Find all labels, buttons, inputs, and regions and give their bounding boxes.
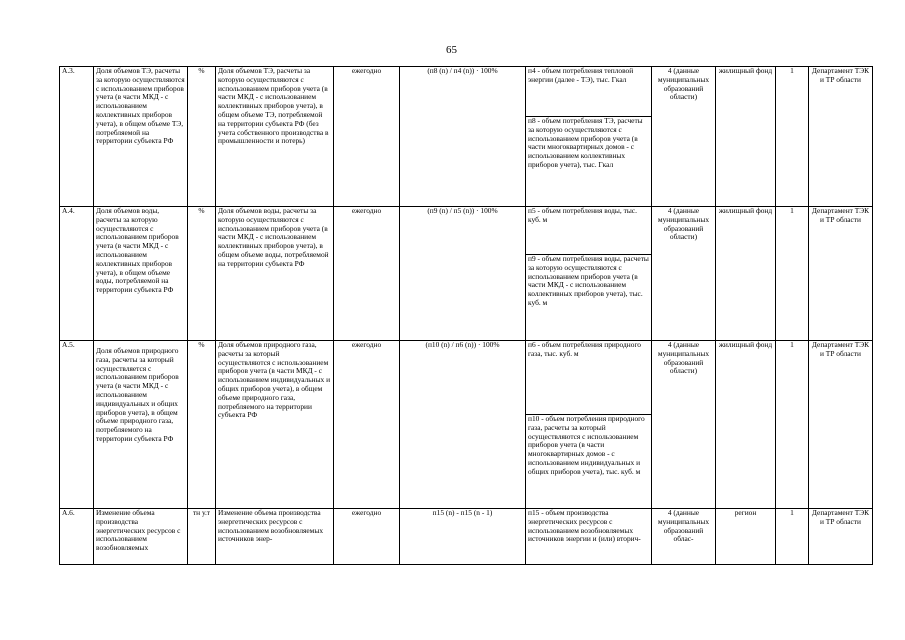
table-row: [60, 67, 873, 117]
indicator-code: А.4.: [60, 207, 94, 341]
indicator-number: 1: [776, 207, 809, 341]
indicator-formula: п15 (n) - п15 (n - 1): [400, 509, 526, 565]
indicator-level: регион: [716, 509, 776, 565]
responsible-department: Департамент ТЭК и ТР области: [809, 207, 873, 341]
formula-variable: [526, 509, 652, 565]
indicator-unit: тн у.т: [188, 509, 216, 565]
formula-variable: п8 - объем потребления ТЭ, расчеты за которую осуществляются с использованием приборов учета (в части многоквартирных домов - с использованием коллективных приборов учета), тыс. Гкал: [526, 117, 652, 207]
indicator-periodicity: ежегодно: [334, 341, 400, 509]
responsible-department: Департамент ТЭК и ТР области: [809, 509, 873, 565]
indicator-definition: [216, 509, 334, 565]
formula-variable: п9 - объем потребления воды, расчеты за которую осуществляются с использованием приборов учета (в части МКД - с использованием коллективных приборов учета), тыс. куб. м: [526, 255, 652, 341]
page-number: 65: [446, 44, 457, 56]
indicators-table: [59, 66, 873, 565]
table-row: [60, 509, 873, 565]
indicator-definition: Доля объемов природного газа, расчеты за который осуществляются с использованием приборов учета (в части МКД - с использованием индивидуальных и общих приборов учета), в общем объеме природного газа, потребляемого на территории субъекта РФ: [216, 341, 334, 509]
indicator-code: А.6.: [60, 509, 94, 565]
indicator-number: 1: [776, 509, 809, 565]
indicator-definition: Доля объемов ТЭ, расчеты за которую осуществляются с использованием приборов учета (в части МКД - с использованием коллективных приборов учета), в общем объеме ТЭ, потребляемой на территории субъекта РФ (без учета собственного производства в промышленности и потерь): [216, 67, 334, 207]
indicator-level: жилищный фонд: [716, 341, 776, 509]
indicator-unit: %: [188, 67, 216, 207]
indicator-periodicity: ежегодно: [334, 509, 400, 565]
data-source: 4 (данные муниципальных образований области): [652, 341, 716, 509]
indicator-definition-text: Изменение объема производства энергетических ресурсов с использованием возобновляемых источников энер-: [218, 509, 324, 544]
indicator-name: Доля объемов воды, расчеты за которую осуществляются с использованием приборов учета (в части МКД - с использованием коллективных приборов учета), в общем объеме воды, потребляемой на территории субъекта РФ: [94, 207, 188, 341]
indicator-level: жилищный фонд: [716, 207, 776, 341]
indicator-number: 1: [776, 341, 809, 509]
indicator-code: А.3.: [60, 67, 94, 207]
indicator-formula: (п10 (n) / п6 (n)) · 100%: [400, 341, 526, 509]
indicator-name: [94, 509, 188, 565]
indicator-level: жилищный фонд: [716, 67, 776, 207]
formula-variable: п4 - объем потребления тепловой энергии (далее - ТЭ), тыс. Гкал: [526, 67, 652, 117]
formula-variable: п10 - объем потребления природного газа, расчеты за который осуществляются с использованием приборов учета (в части многоквартирных домов - с использованием индивидуальных и общих приборов учета), тыс. куб. м: [526, 415, 652, 509]
responsible-department: Департамент ТЭК и ТР области: [809, 341, 873, 509]
indicator-periodicity: ежегодно: [334, 67, 400, 207]
table-row: [60, 207, 873, 255]
indicator-unit: %: [188, 341, 216, 509]
indicator-definition: Доля объемов воды, расчеты за которую осуществляются с использованием приборов учета (в части МКД - с использованием коллективных приборов учета), в общем объеме воды, потребляемой на территории субъекта РФ: [216, 207, 334, 341]
formula-variable: п6 - объем потребления природного газа, тыс. куб. м: [526, 341, 652, 415]
indicator-code: А.5.: [60, 341, 94, 509]
indicator-formula: (п9 (n) / п5 (n)) · 100%: [400, 207, 526, 341]
table-row: [60, 341, 873, 415]
indicator-unit: %: [188, 207, 216, 341]
data-source: [652, 509, 716, 565]
indicator-name-text: Изменение объема производства энергетических ресурсов с использованием возобновляемых: [96, 509, 181, 553]
indicator-name: Доля объемов природного газа, расчеты за который осуществляется с использованием приборов учета (в части МКД - с использованием индивидуальных и общих приборов учета), в общем объеме природного газа, потребляемого на территории субъекта РФ: [94, 341, 188, 509]
responsible-department: Департамент ТЭК и ТР области: [809, 67, 873, 207]
data-source-text: 4 (данные муниципальных образований облас-: [657, 509, 710, 544]
formula-variable-text: п15 - объем производства энергетических ресурсов с использованием возобновляемых источников энергии и (или) вторич-: [528, 509, 641, 544]
data-source: 4 (данные муниципальных образований области): [652, 67, 716, 207]
indicator-periodicity: ежегодно: [334, 207, 400, 341]
indicator-number: 1: [776, 67, 809, 207]
formula-variable: п5 - объем потребления воды, тыс. куб. м: [526, 207, 652, 255]
indicator-formula: (п8 (n) / п4 (n)) · 100%: [400, 67, 526, 207]
indicator-name: Доля объемов ТЭ, расчеты за которую осуществляются с использованием приборов учета (в части МКД - с использованием коллективных приборов учета), в общем объеме ТЭ, потребляемой на территории субъекта РФ: [94, 67, 188, 207]
data-source: 4 (данные муниципальных образований области): [652, 207, 716, 341]
